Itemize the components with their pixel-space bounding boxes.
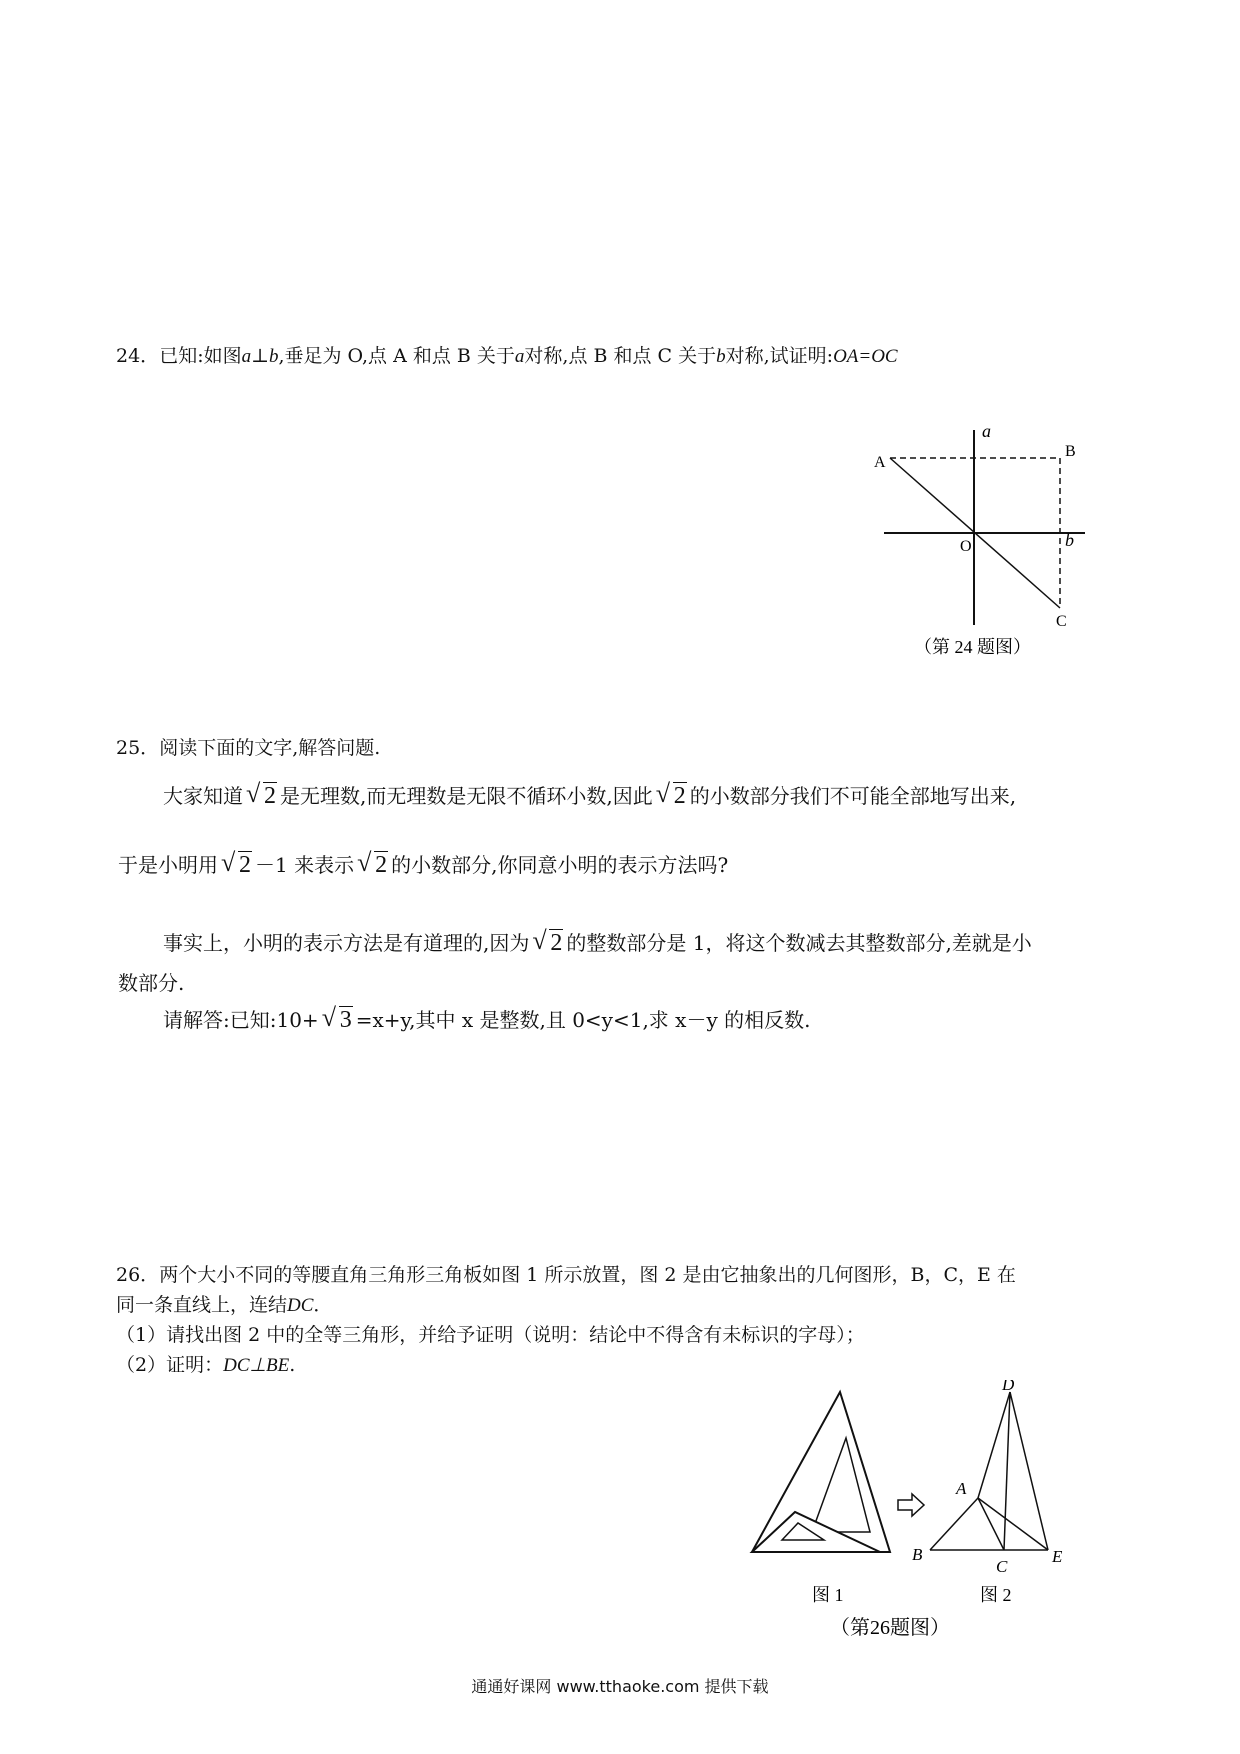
q25-line-4: 数部分. — [118, 971, 185, 995]
q26-line-2: 同一条直线上，连结DC． — [116, 1294, 333, 1316]
arrow-icon — [898, 1494, 924, 1516]
segment-ab — [930, 1498, 978, 1550]
segment-da — [978, 1392, 1010, 1498]
label-point-a: A — [874, 454, 886, 471]
sqrt-2: √ 2 — [357, 848, 388, 878]
q24-figure-caption: （第 24 题图） — [914, 637, 1031, 657]
sqrt-2: √ 2 — [221, 848, 251, 878]
q25-line-3: 事实上，小明的表示方法是有道理的,因为 √ 2 的整数部分是 1，将这个数减去其整数部分,差就是小 — [163, 926, 1032, 956]
q24-number: 24． — [116, 345, 160, 367]
segment-ac — [978, 1498, 1004, 1550]
q26-line-1: 26．两个大小不同的等腰直角三角形三角板如图 1 所示放置，图 2 是由它抽象出的几何图形，B，C，E 在 — [116, 1264, 1016, 1286]
q26-number: 26． — [116, 1264, 160, 1286]
figure-q24 — [860, 420, 1100, 670]
sqrt-2: √ 2 — [655, 779, 686, 809]
sqrt-3: √ 3 — [321, 1003, 352, 1033]
label-point-b: B — [1065, 443, 1076, 460]
large-ruler-hole — [812, 1438, 870, 1532]
question-24-text: 24．已知:如图a⊥b,垂足为 O,点 A 和点 B 关于a对称,点 B 和点 C 关于b对称,试证明:OA=OC — [116, 345, 898, 367]
q24-conclusion: OA=OC — [833, 346, 898, 367]
label-point-e: E — [1052, 1547, 1063, 1566]
sqrt-2: √ 2 — [246, 779, 276, 809]
q25-title: 25．阅读下面的文字,解答问题. — [116, 737, 381, 759]
q25-line-5: 请解答:已知:10+ √ 3 =x+y,其中 x 是整数,且 0<y<1,求 x－y 的相反数. — [163, 1003, 811, 1033]
q26-part-1: （1）请找出图 2 中的全等三角形，并给予证明（说明：结论中不得含有未标识的字母）； — [116, 1324, 865, 1346]
figure-q26 — [740, 1380, 1100, 1640]
label-point-o: O — [960, 538, 972, 555]
figure-1 — [752, 1392, 890, 1552]
fig1-label: 图 1 — [812, 1585, 844, 1605]
figure-2 — [912, 1380, 1063, 1576]
label-b: b — [1065, 530, 1074, 550]
q26-figure-caption: （第26题图） — [830, 1617, 950, 1639]
label-a: a — [982, 421, 991, 441]
footer: 通通好课网 www.tthaoke.com 提供下载 — [471, 1677, 769, 1696]
label-point-c: C — [996, 1557, 1008, 1576]
q25-line-2: 于是小明用 √ 2 －1 来表示 √ 2 的小数部分,你同意小明的表示方法吗? — [118, 848, 729, 878]
fig2-label: 图 2 — [980, 1585, 1012, 1605]
q25-line-1: 大家知道 √ 2 是无理数,而无理数是无限不循环小数,因此 √ 2 的小数部分我们不可能全部地写出来, — [163, 779, 1017, 809]
label-point-c: C — [1056, 613, 1067, 630]
q26-part-2: （2）证明：DC⊥BE. — [116, 1354, 296, 1376]
sqrt-2: √ 2 — [532, 926, 563, 956]
label-point-a: A — [956, 1479, 967, 1498]
segment-dc — [1004, 1392, 1010, 1550]
label-point-d: D — [1002, 1380, 1015, 1394]
label-point-b: B — [912, 1545, 923, 1564]
q25-number: 25． — [116, 737, 160, 759]
